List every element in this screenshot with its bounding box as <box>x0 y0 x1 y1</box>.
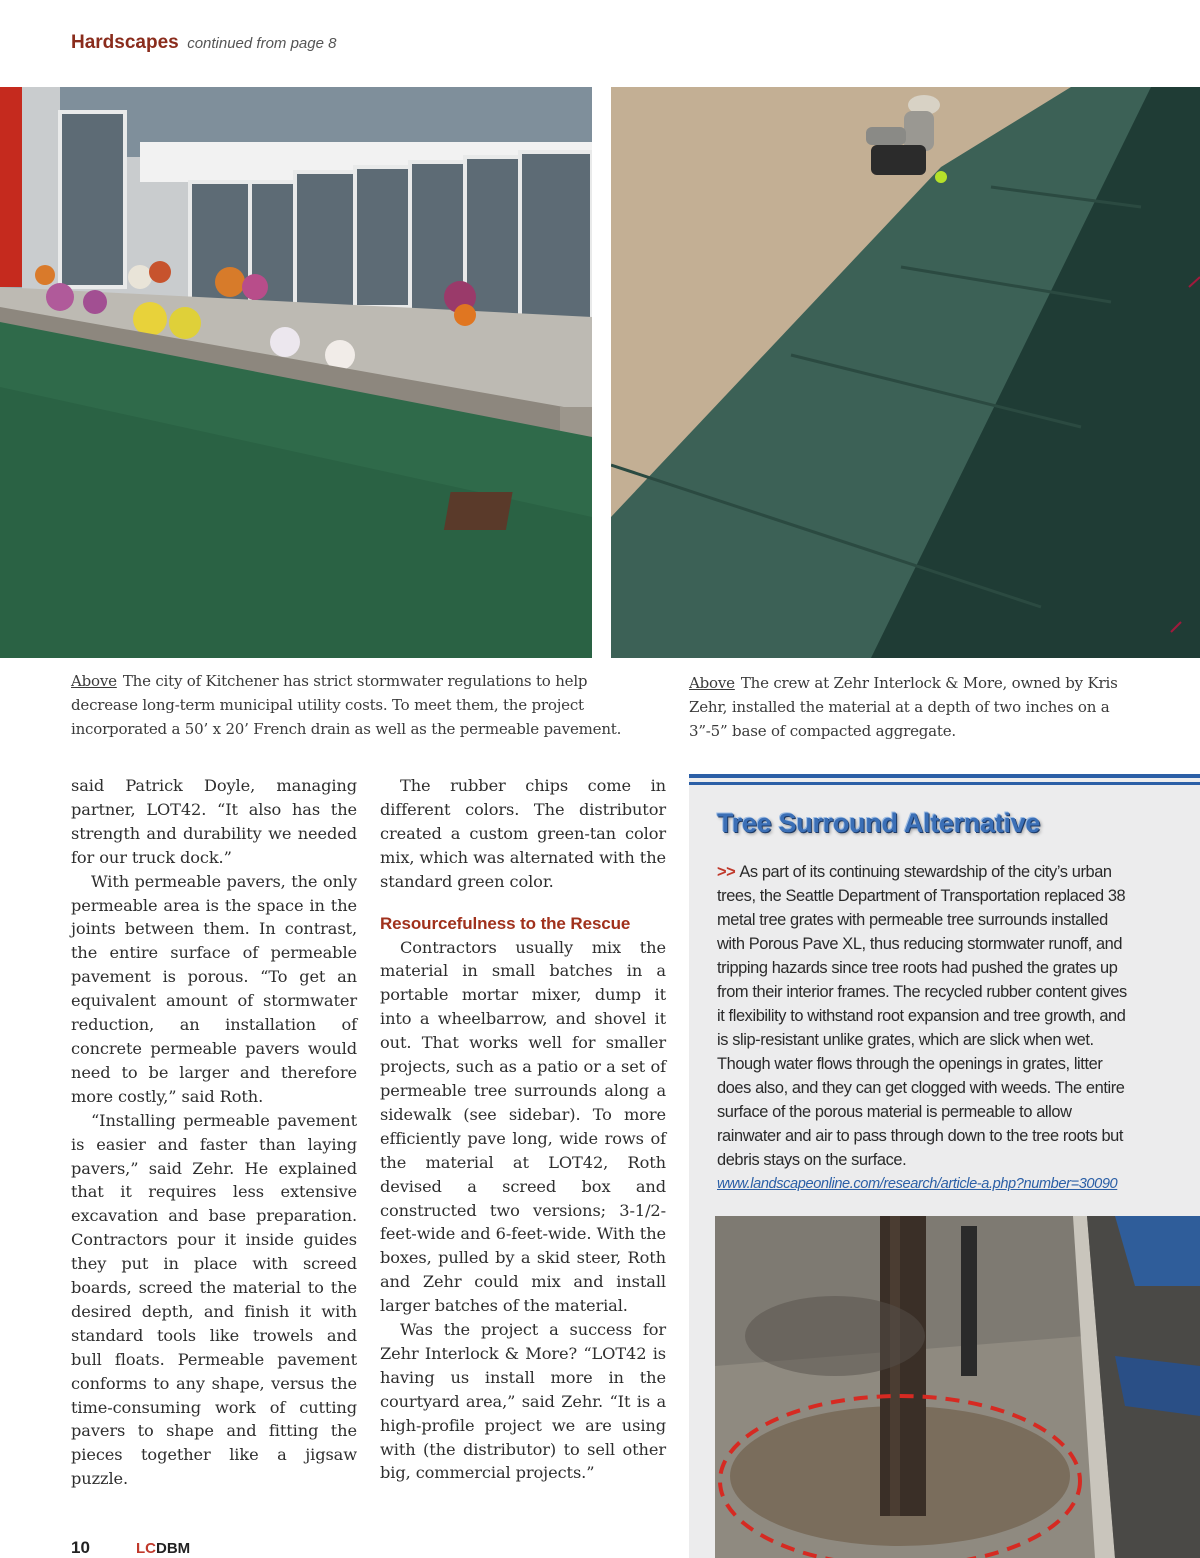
caption-left <box>71 669 656 741</box>
paragraph: Contractors usually mix the material in small batches in a portable mortar mixer, dump it into a wheelbarrow, and shovel it out. That works well for smaller projects, such as a patio or a set of permeable tree surrounds along a sidewalk (see sidebar). To more efficiently pave long, wide rows of the material at LOT42, Roth devised a screed box and constructed two versions; 3-1/2-feet-wide and 6-feet-wide. With the boxes, pulled by a skid steer, Roth and Zehr could mix and install larger batches of the material. <box>380 937 666 1316</box>
section-title: Hardscapes <box>71 32 179 53</box>
paragraph: With permeable pavers, the only permeable area is the space in the joints between them. In contrast, the entire surface of permeable pavement is porous. “To get an equivalent amount of stormwater reduction, an installation of concrete permeable pavers would need to be larger and therefore more costly,” said Roth. <box>71 871 357 1106</box>
logo-dbm: DBM <box>156 1540 191 1557</box>
paragraph: The rubber chips come in different colors. The distributor created a custom green-tan color mix, which was alternated with the standard green color. <box>380 776 666 891</box>
source-link[interactable]: www.landscapeonline.com/research/article-a.php?number=30090 <box>717 1176 1118 1192</box>
sidebar-rule <box>689 782 1200 785</box>
photo-tree-surround <box>715 1216 1200 1558</box>
caption-lead: Above <box>71 672 117 690</box>
photo-kitchener-pavement <box>0 87 592 658</box>
subheading: Resourcefulness to the Rescue <box>380 913 631 933</box>
sidebar-box <box>689 774 1200 1558</box>
paragraph: Was the project a success for Zehr Interlock & More? “LOT42 is having us install more in the courtyard area,” said Zehr. “It is a high-profile project we are using with (the distributor) to sell other big, commercial projects.” <box>380 1320 666 1483</box>
caption-right <box>689 671 1139 743</box>
article-column-1 <box>71 774 357 1491</box>
paragraph: said Patrick Doyle, managing partner, LOT42. “It also has the strength and durability we needed for our truck dock.” <box>71 776 357 867</box>
logo-lc: LC <box>136 1540 156 1557</box>
page-number: 10 <box>71 1538 90 1557</box>
sidebar-rule <box>689 774 1200 778</box>
sidebar-paragraph: As part of its continuing stewardship of the city’s urban trees, the Seattle Department of Transportation replaced 38 metal tree grates with permeable tree surrounds installed with Porous Pave XL, thus reducing stormwater runoff, and tripping hazards since tree roots had pushed the grates up from their interior frames. The recycled rubber content gives it flexibility to withstand root expansion and tree growth, and is slip-resistant unlike grates, which are slick when wet. Though water flows through the openings in grates, litter does also, and they can get clogged with weeds. The entire surface of the porous material is permeable to allow rainwater and air to pass through down to the tree roots but debris stays on the surface. <box>717 863 1127 1169</box>
article-column-2 <box>380 774 666 1485</box>
continued-note: continued from page 8 <box>187 35 337 52</box>
photo-crew-installation <box>611 87 1200 658</box>
running-header <box>71 32 336 54</box>
paragraph: “Installing permeable pavement is easier and faster than laying pavers,” said Zehr. He explained that it requires less extensive excavation and base preparation. Contractors pour it inside guides they put in place with screed boards, screed the material to the desired depth, and finish it with standard tools like trowels and bull floats. Permeable pavement conforms to any shape, versus the time-consuming work of cutting pavers to shape and fitting the pieces together like a jigsaw puzzle. <box>71 1110 357 1489</box>
sidebar-body <box>717 860 1131 1196</box>
caption-lead: Above <box>689 674 735 692</box>
sidebar-title: Tree Surround Alternative <box>717 808 1041 838</box>
publication-logo <box>136 1540 190 1557</box>
caption-text: The city of Kitchener has strict stormwater regulations to help decrease long-term municipal utility costs. To meet them, the project incorporated a 50’ x 20’ French drain as well as the permeable pavement. <box>71 672 622 738</box>
caption-text: The crew at Zehr Interlock & More, owned by Kris Zehr, installed the material at a depth of two inches on a 3”-5” base of compacted aggregate. <box>689 674 1118 740</box>
arrow-icon: >> <box>717 863 736 881</box>
